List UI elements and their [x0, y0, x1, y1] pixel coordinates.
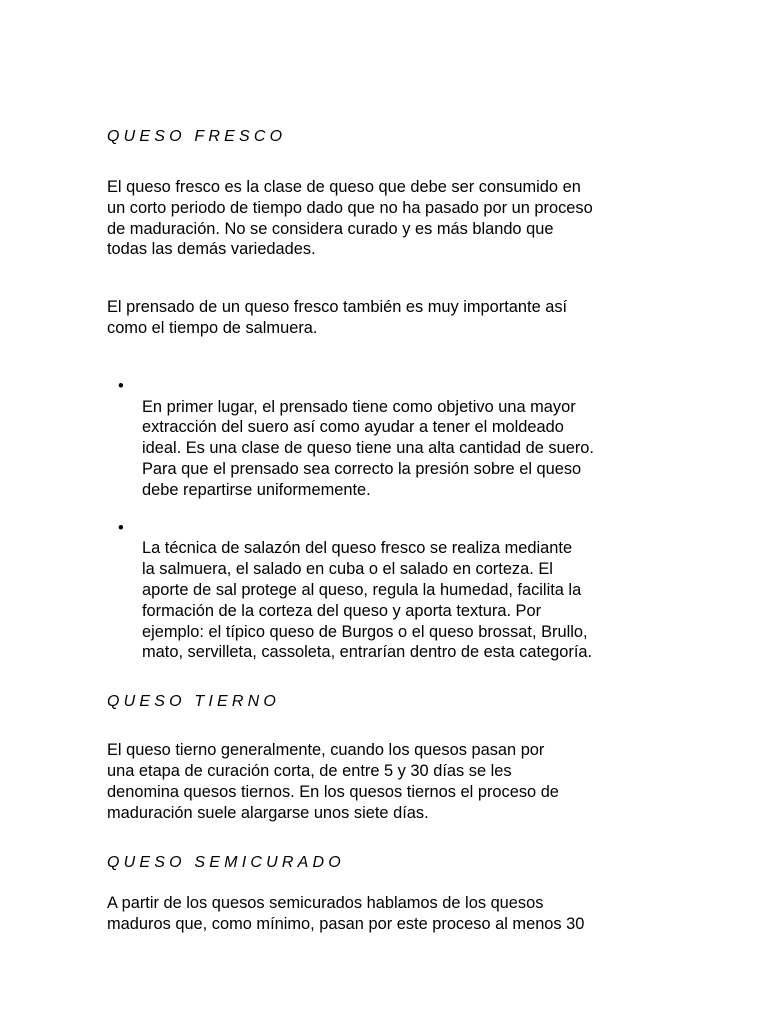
paragraph-semicurado: A partir de los quesos semicurados hablamos de los quesos maduros que, como mínimo, pasan por este proceso al menos 30 [107, 894, 585, 934]
bullet-icon: • [118, 518, 124, 537]
bullet-list-fresco [107, 376, 667, 663]
heading-queso-fresco: QUESO FRESCO [107, 128, 287, 145]
bullet-icon: • [118, 376, 124, 395]
paragraph-fresco-prensado: El prensado de un queso fresco también es muy importante así como el tiempo de salmuera. [107, 298, 568, 337]
document-page [107, 126, 667, 935]
list-item [107, 376, 667, 501]
list-item-text: La técnica de salazón del queso fresco se realiza mediante la salmuera, el salado en cuba o el salado en corteza. El aporte de sal protege al queso, regula la humedad, facilita la formación de la corteza del queso y aporta textura. Por ejemplo: el típico queso de Burgos o el queso brossat, Brullo, mato, servilleta, cassoleta, entrarían dentro de esta categoría. [142, 539, 593, 662]
heading-queso-tierno: QUESO TIERNO [107, 693, 281, 711]
heading-queso-semicurado: QUESO SEMICURADO [107, 854, 345, 872]
list-item-text: En primer lugar, el prensado tiene como objetivo una mayor extracción del suero así como ayudar a tener el moldeado ideal. Es una clase de queso tiene una alta cantidad de suero. Para que el prensado sea correcto la presión sobre el queso debe repartirse uniformemente. [142, 397, 594, 499]
paragraph-tierno: El queso tierno generalmente, cuando los quesos pasan por una etapa de curación corta, de entre 5 y 30 días se les denomina quesos tiernos. En los quesos tiernos el proceso de maduración suele alargarse unos siete días. [107, 741, 559, 822]
paragraph-fresco-intro: El queso fresco es la clase de queso que debe ser consumido en un corto periodo de tiempo dado que no ha pasado por un proceso de maduración. No se considera curado y es más blando que todas las demás variedades. [107, 178, 593, 259]
list-item [107, 518, 667, 664]
